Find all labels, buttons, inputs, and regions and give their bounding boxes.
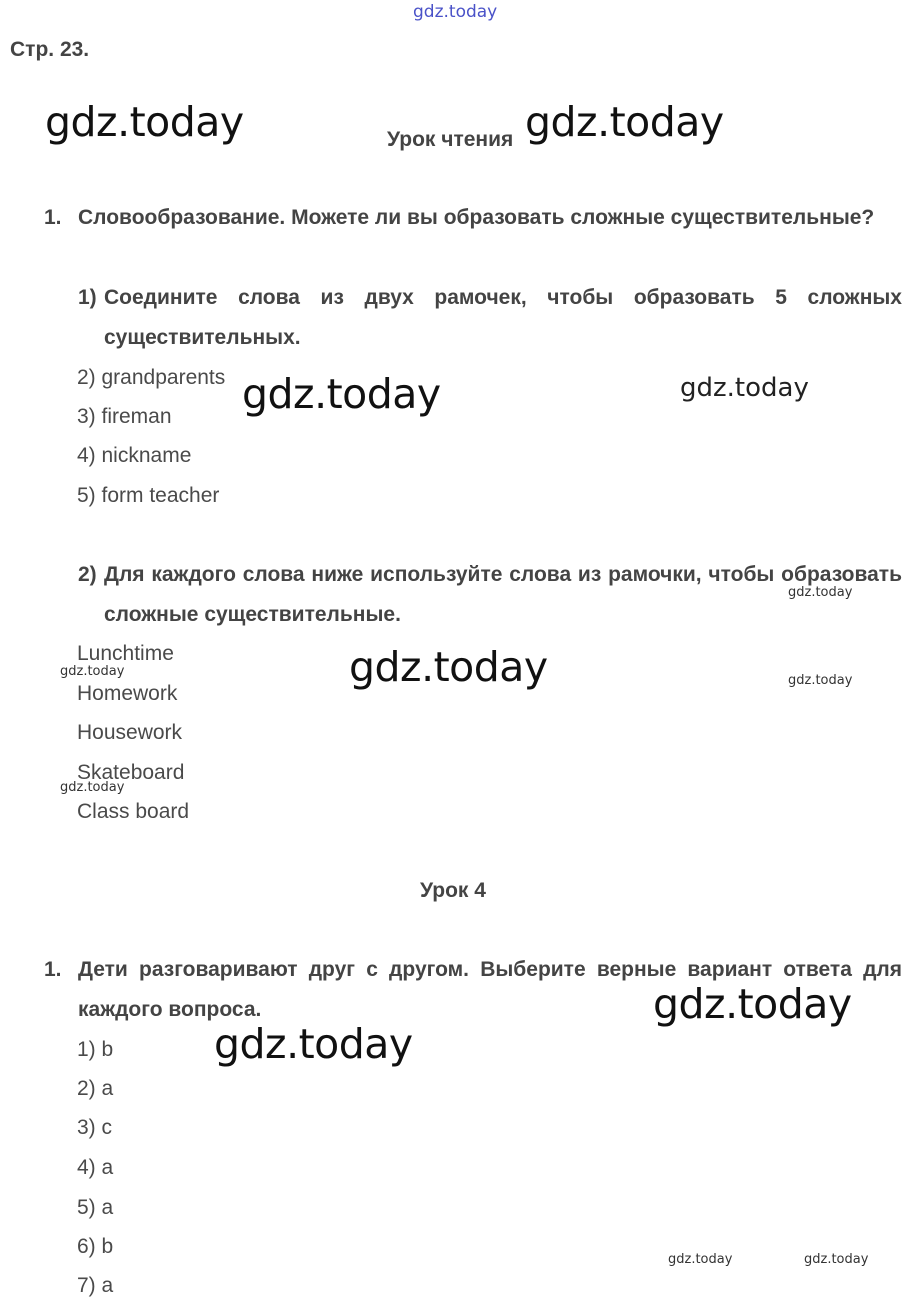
watermark-top: gdz.today <box>413 2 498 22</box>
watermark: gdz.today <box>680 373 809 403</box>
answer-item: 2) a <box>77 1077 114 1100</box>
subtask-number: 1) <box>78 286 97 309</box>
watermark: gdz.today <box>804 1252 869 1267</box>
watermark: gdz.today <box>653 980 852 1028</box>
watermark: gdz.today <box>242 370 441 418</box>
watermark: gdz.today <box>525 98 724 146</box>
answer-item: 1) b <box>77 1038 114 1061</box>
task-text: Дети разговаривают друг с другом. Выберите верные вариант ответа для каждого вопроса. <box>78 958 902 1021</box>
answer-item: 3) c <box>77 1116 113 1139</box>
subtask-text: Соедините слова из двух рамочек, чтобы образовать 5 сложных существительных. <box>104 286 902 349</box>
lesson-4-title: Урок 4 <box>420 879 486 902</box>
watermark: gdz.today <box>45 98 244 146</box>
answer-item: Lunchtime <box>77 642 174 665</box>
subtask-text: Для каждого слова ниже используйте слова из рамочки, чтобы образовать сложные существительные. <box>104 563 902 626</box>
task-number: 1. <box>44 958 62 981</box>
answer-item: 2) grandparents <box>77 366 226 389</box>
answer-item: Housework <box>77 721 183 744</box>
answer-item: 5) form teacher <box>77 484 220 507</box>
answer-item: 3) fireman <box>77 405 172 428</box>
task-text: Словообразование. Можете ли вы образовать сложные существительные? <box>78 206 875 229</box>
watermark: gdz.today <box>668 1252 733 1267</box>
watermark: gdz.today <box>60 780 125 795</box>
watermark: gdz.today <box>60 664 125 679</box>
watermark: gdz.today <box>788 673 853 688</box>
answer-item: 4) nickname <box>77 444 192 467</box>
watermark: gdz.today <box>788 585 853 600</box>
watermark: gdz.today <box>349 643 548 691</box>
answer-item: Homework <box>77 682 178 705</box>
answer-item: Skateboard <box>77 761 185 784</box>
answer-item: 6) b <box>77 1235 114 1258</box>
answer-item: 7) a <box>77 1274 114 1297</box>
watermark: gdz.today <box>214 1020 413 1068</box>
reading-lesson-title: Урок чтения <box>387 128 514 151</box>
subtask-number: 2) <box>78 563 97 586</box>
answer-item: Class board <box>77 800 190 823</box>
answer-item: 5) a <box>77 1196 114 1219</box>
task-number: 1. <box>44 206 62 229</box>
page-number-heading: Стр. 23. <box>10 38 90 61</box>
answer-item: 4) a <box>77 1156 114 1179</box>
